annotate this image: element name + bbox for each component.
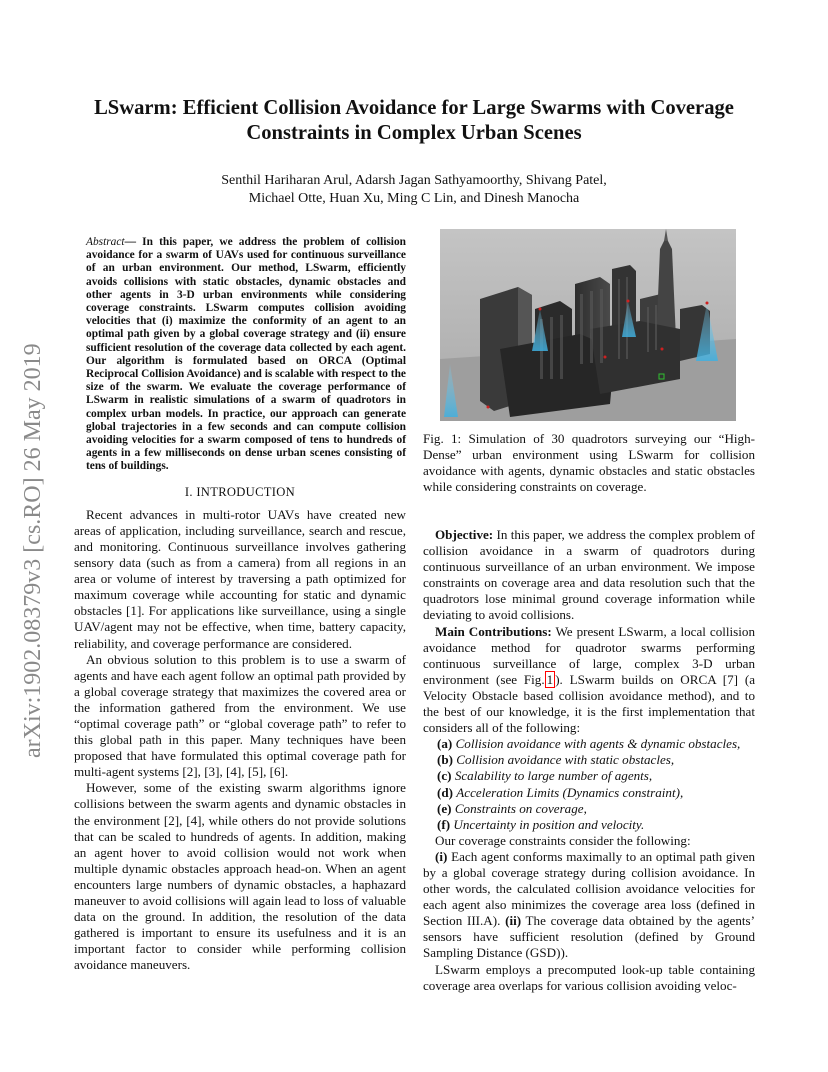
abstract-label: Abstract <box>86 236 125 248</box>
list-item-tag: (a) <box>437 736 453 752</box>
abstract <box>86 236 406 474</box>
right-column <box>423 527 755 994</box>
figure-1-image <box>440 229 736 421</box>
list-item <box>423 752 755 768</box>
objective-label: Objective: <box>435 527 494 542</box>
list-item <box>423 768 755 784</box>
list-item-text: Acceleration Limits (Dynamics constraint), <box>456 784 684 800</box>
intro-paragraph-3: However, some of the existing swarm algorithms ignore collisions between the swarm agents and dynamic obstacles in the environment [2], [4], while others do not provide solutions that can be scaled to hundreds of agents. In addition, making an agent hover to avoid collision would not work when multiple dynamic obstacles approach head-on. When an agent encounters large numbers of dynamic obstacles, a haphazard maneuver to avoid collisions will again lead to loss of valuable data on the ground. In addition, the resolution of the data gathered is important to ensure its usefulness and it is an important factor to consider while performing collision avoidance maneuvers. <box>74 780 406 973</box>
lookup-table-paragraph: LSwarm employs a precomputed look-up table containing coverage area overlaps for various collision avoiding veloc- <box>423 961 755 993</box>
paper-title: LSwarm: Efficient Collision Avoidance for Large Swarms with Coverage Constraints in Complex Urban Scenes <box>94 97 734 144</box>
list-item-tag: (e) <box>437 800 452 816</box>
contributions-text-a: We present LSwarm, a local collision avoidance method for quadrotor swarms performing continuous surveillance of large, complex 3-D urban environment (see Fig. <box>423 623 756 687</box>
objective-paragraph <box>423 527 755 624</box>
section-heading-introduction: I. INTRODUCTION <box>184 484 296 499</box>
contributions-text-b: ). LSwarm builds on ORCA [7] (a Velocity Obstacle based collision avoidance method), and to the best of our knowledge, it is the first implementation that considers all of the following: <box>423 671 756 736</box>
intro-paragraph-2: An obvious solution to this problem is to use a swarm of agents and have each agent follow an optimal path provided by a global coverage strategy that maximizes the covered area or the information gathered from the environment. We use “optimal coverage path” or “global coverage path” to refer to this global path in this paper. Many techniques have been proposed that have formulated this optimal coverage path for multi-agent systems [2], [3], [4], [5], [6]. <box>74 651 406 780</box>
list-item <box>423 801 755 817</box>
list-item <box>423 736 755 752</box>
intro-paragraph-1: Recent advances in multi-rotor UAVs have created new areas of application, including surveillance, search and rescue, and monitoring. Continuous surveillance involves gathering sensory data (such as from a camera) from all regions in an area or volume of interest by traversing a path optimized for maximum coverage while accounting for static and dynamic obstacles [1]. For applications like surveillance, using a single UAV/agent may not be effective, when time, battery capacity, reliability, and coverage performance are considered. <box>74 506 406 651</box>
contributions-paragraph <box>423 624 755 737</box>
list-item-text: Uncertainty in position and velocity. <box>453 816 645 832</box>
contributions-label: Main Contributions: <box>435 623 552 639</box>
left-column <box>74 236 406 973</box>
list-item <box>423 817 755 833</box>
objective-text: In this paper, we address the complex problem of collision avoidance in a swarm of quadrotors during continuous surveillance of an urban environment. We impose constraints on coverage area and data resolution such that the quadrotors lose minimal ground coverage information while deviating to avoid collisions. <box>423 527 755 623</box>
list-item <box>423 785 755 801</box>
list-item-text: Collision avoidance with static obstacles, <box>456 752 675 768</box>
constraints-intro: Our coverage constraints consider the following: <box>435 832 691 848</box>
list-item-tag: (d) <box>437 784 454 800</box>
constraint-1-text: Each agent conforms maximally to an optimal path given by a global coverage strategy during collision avoidance. In other words, the calculated collision avoidance velocities for each agent also minimizes the coverage area loss (defined in Section III.A). <box>423 848 755 929</box>
figure-1-caption: Fig. 1: Simulation of 30 quadrotors surveying our “High-Dense” urban environment using LSwarm for collision avoidance with agents, dynamic obstacles and static obstacles while considering constraints on coverage. <box>423 431 755 495</box>
author-list <box>100 172 728 207</box>
list-item-tag: (c) <box>437 768 452 784</box>
constraints-paragraph <box>423 849 755 962</box>
list-item-tag: (f) <box>437 816 451 832</box>
authors-line-2: Michael Otte, Huan Xu, Ming C Lin, and Dinesh Manocha <box>248 190 580 206</box>
list-item-text: Constraints on coverage, <box>454 800 587 816</box>
arxiv-stamp <box>6 280 56 760</box>
arxiv-identifier: arXiv:1902.08379v3 [cs.RO] 26 May 2019 <box>20 343 46 758</box>
constraint-2-tag: (ii) <box>500 913 522 929</box>
list-item-text: Collision avoidance with agents & dynamic obstacles, <box>455 736 741 752</box>
list-item-text: Scalability to large number of agents, <box>454 768 653 784</box>
contributions-list <box>423 736 755 833</box>
constraint-2-text: The coverage data obtained by the agents’ sensors have sufficient resolution (defined by Ground Sampling Distance (GSD)). <box>423 913 756 961</box>
authors-line-1: Senthil Hariharan Arul, Adarsh Jagan Sathyamoorthy, Shivang Patel, <box>221 173 607 188</box>
constraint-1-tag: (i) <box>435 848 448 864</box>
list-item-tag: (b) <box>437 752 454 768</box>
figure-reference-link[interactable]: 1 <box>546 671 554 687</box>
abstract-text: — In this paper, we address the problem of collision avoidance for a swarm of UAVs used for continuous surveillance of an urban environment. Our method, LSwarm, efficiently avoids collisions with static obstacles, dynamic obstacles and other agents in 3-D urban environments while considering coverage constraints. LSwarm computes collision avoiding velocities that (i) maximize the conformity of an agent to an optimal path given by a global coverage strategy and (ii) ensure sufficient resolution of the coverage data collected by each agent. Our algorithm is formulated based on ORCA (Optimal Reciprocal Collision Avoidance) and is scalable with respect to the size of the swarm. We evaluate the coverage performance of LSwarm in realistic simulations of a swarm of quadrotors in complex urban models. In practice, our approach can generate global trajectories in a few seconds and can compute collision avoiding velocities for a swarm composed of tens to hundreds of agents in a few milliseconds on dense urban scenes consisting of tens of buildings. <box>86 236 406 473</box>
